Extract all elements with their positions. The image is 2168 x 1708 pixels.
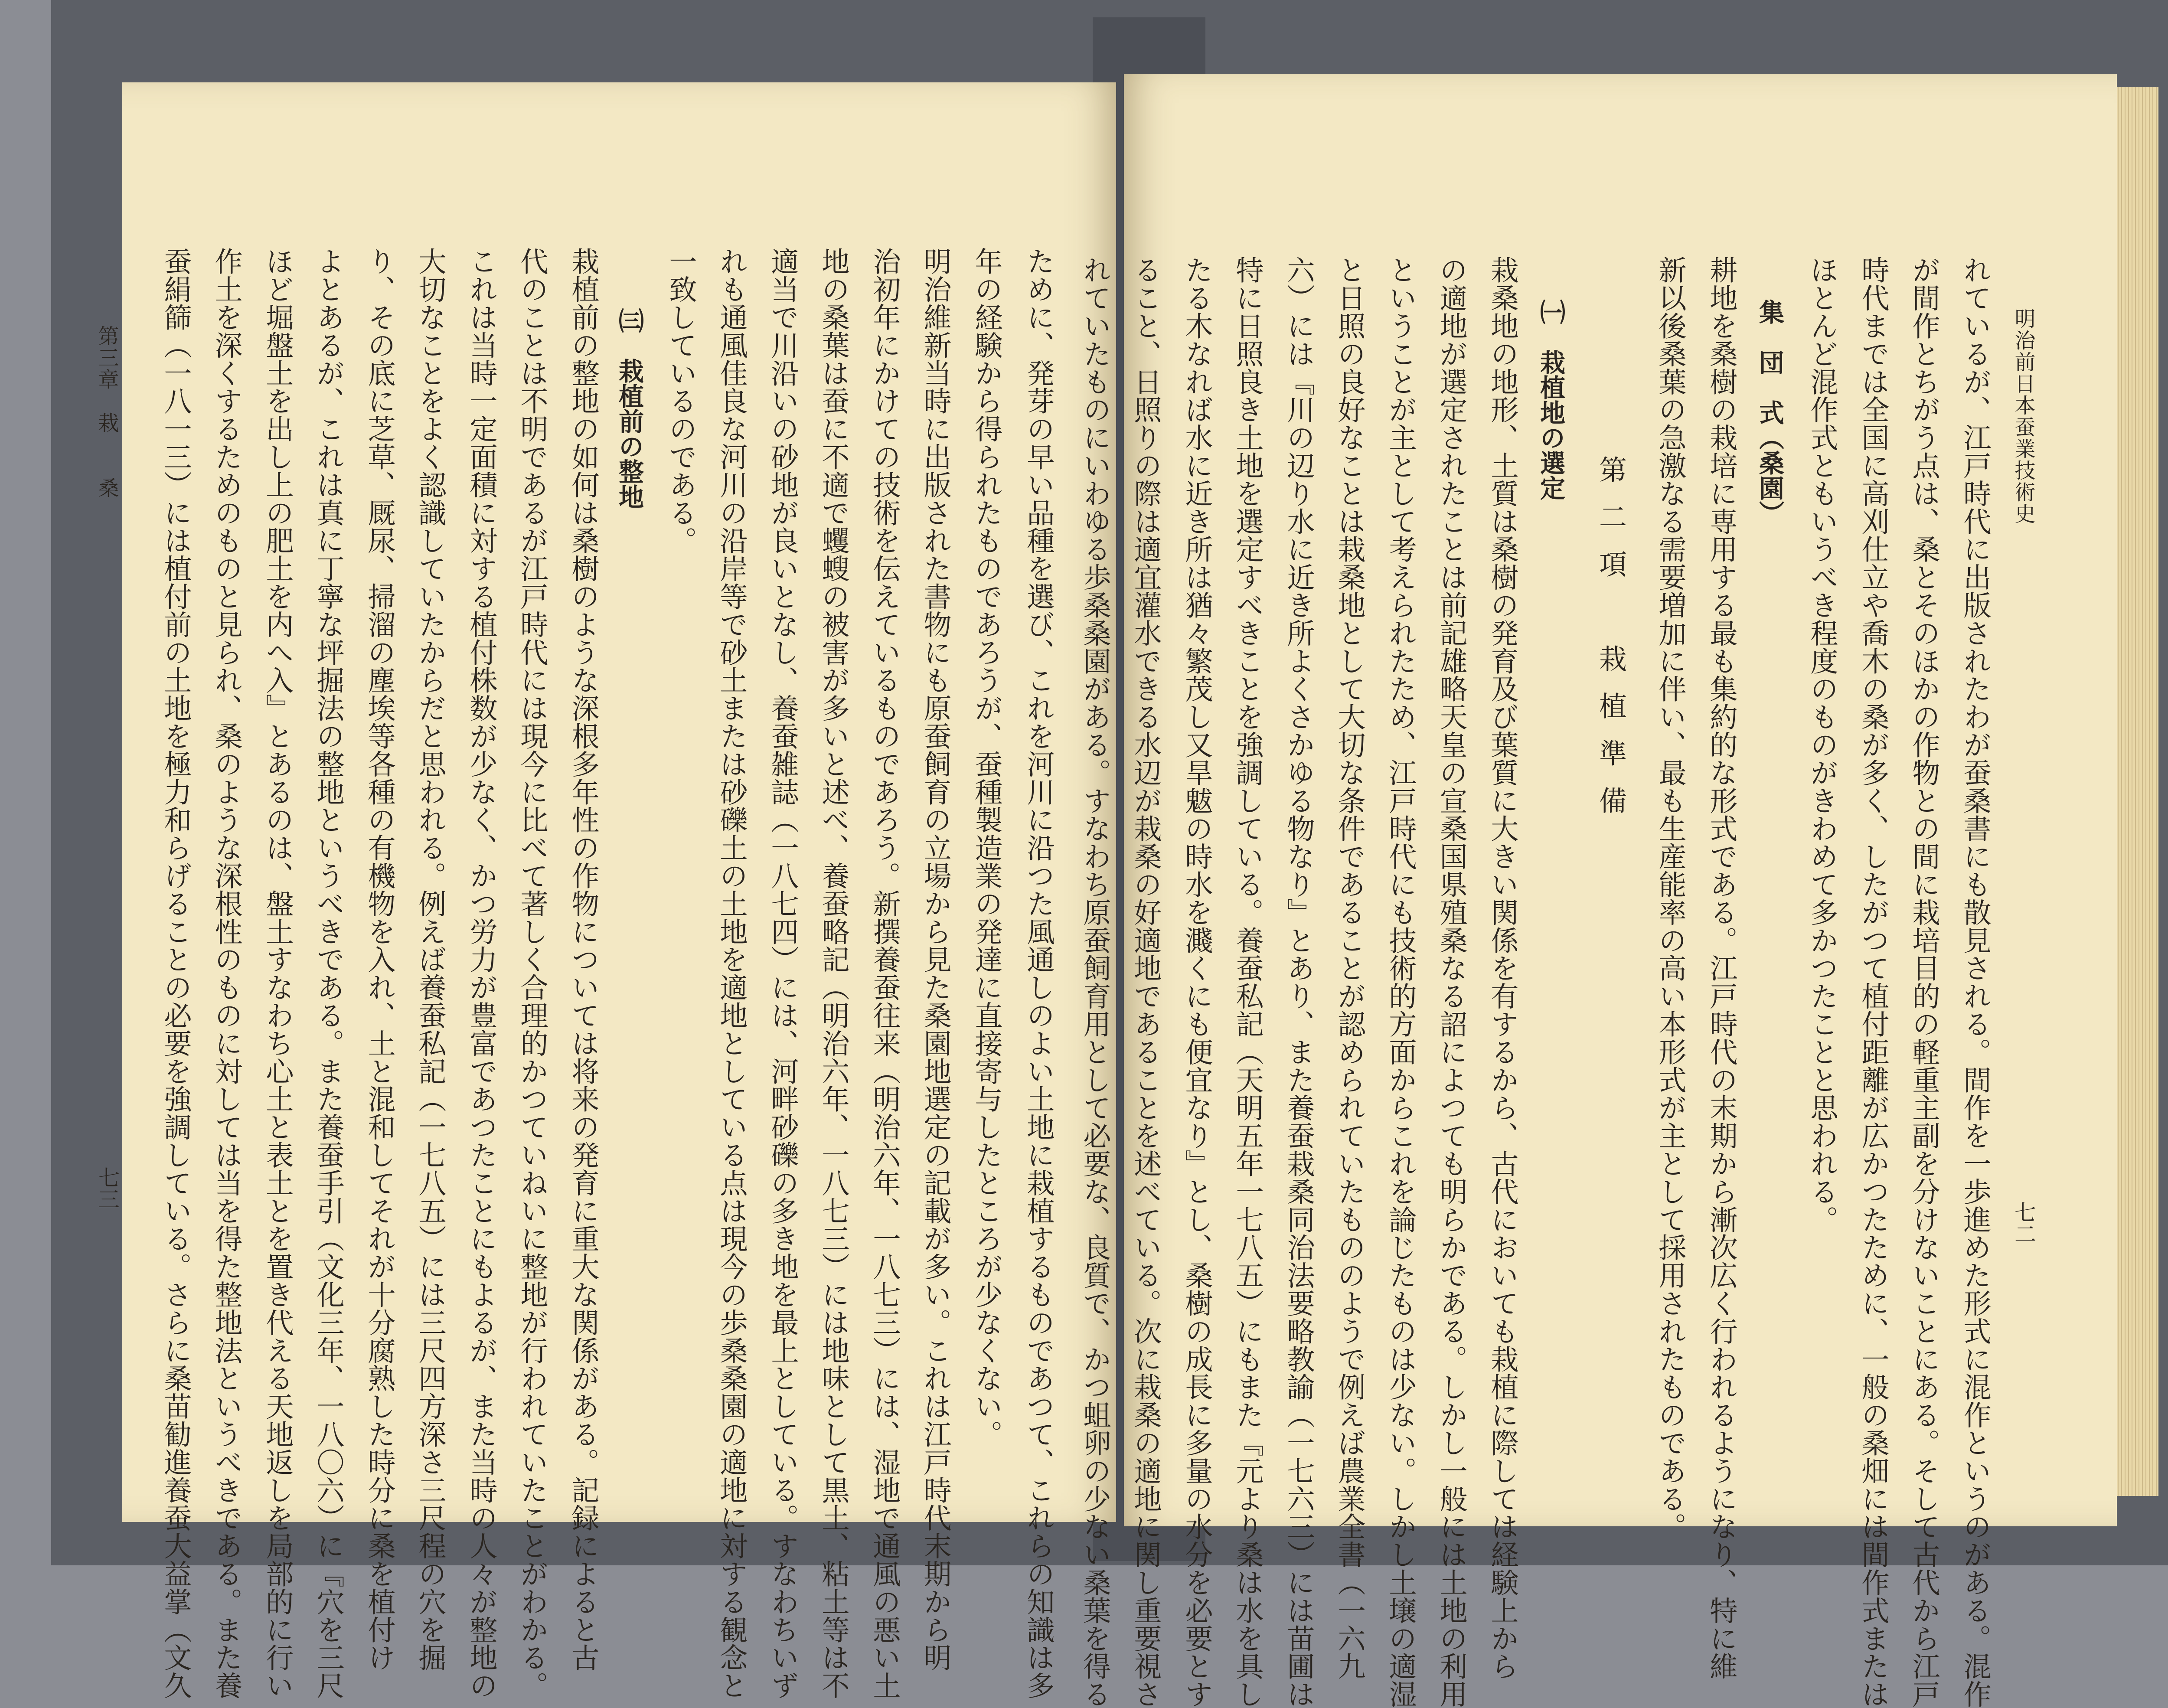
text-column: れも通風佳良な河川の沿岸等で砂土または砂礫土の土地を適地としている点は現今の歩桑桑園の適地に対する観念と (715, 247, 748, 1699)
text-column: 治初年にかけての技術を伝えているものであろう。新撰養蚕往来（明治六年、一八七三）には、湿地で通風の悪い土 (868, 247, 901, 1699)
text-column: ほとんど混作式ともいうべき程度のものがきわめて多かつたことと思われる。 (1806, 256, 1838, 1233)
text-column: 耕地を桑樹の栽培に専用する最も集約的な形式である。江戸時代の末期から漸次広く行われるようになり、特に維 (1705, 256, 1738, 1680)
text-column: 大切なことをよく認識していたからだと思われる。例えば養蚕私記（一七八五）には三尺四方深さ三尺程の穴を掘 (414, 247, 447, 1672)
running-head: 明治前日本蚕業技術史 (2011, 308, 2035, 525)
page-edges (2115, 87, 2158, 1496)
text-column: 時代までは全国に高刈仕立や喬木の桑が多く、したがつて植付距離が広かつたために、一般の桑畑には間作式または (1857, 256, 1890, 1708)
text-column: 栽桑地の地形、土質は桑樹の発育及び葉質に大きい関係を有するから、古代においても栽植に際しては経験上から (1486, 256, 1519, 1680)
right-page (1078, 74, 2117, 1708)
text-column: 一致しているのである。 (664, 247, 697, 555)
text-column: 作土を深くするためのものと見られ、桑のような深根性のものに対しては当を得た整地法というべきである。また養 (210, 247, 243, 1699)
text-column: 特に日照良き土地を選定すべきことを強調している。養蚕私記（天明五年一七八五）にもまた『元より桑は水を具し (1231, 256, 1264, 1708)
text-column: これは当時一定面積に対する植付株数が少なく、かつ労力が豊富であつたことにもよるが、また当時の人々が整地の (465, 247, 498, 1699)
text-column: れていたものにいわゆる歩桑桑園がある。すなわち原蚕飼育用として必要な、良質で、かつ蛆卵の少ない桑葉を得る (1078, 256, 1111, 1708)
subsection-heading: ㈢ 栽植前の整地 (614, 308, 644, 509)
text-column: 六）には『川の辺り水に近き所よくさかゆる物なり』とあり、また養蚕栽桑同治法要略教諭（一七六三）には苗圃は (1282, 256, 1315, 1708)
text-column: が間作とちがう点は、桑とそのほかの作物との間に栽培目的の軽重主副を分けないことにある。そして古代から江戸 (1907, 256, 1940, 1708)
left-page (95, 82, 1116, 1699)
text-column: 地の桑葉は蚕に不適で蠼螋の被害が多いと述べ、養蚕略記（明治六年、一八七三）には地味として黒土、粘土等は不 (817, 247, 850, 1699)
text-column: 年の経験から得られたものであろうが、蚕種製造業の発達に直接寄与したところが少なくない。 (970, 247, 1003, 1448)
text-column: ということが主として考えられたため、江戸時代にも技術的方面からこれを論じたものは少ない。しかし土壌の適湿 (1384, 256, 1417, 1708)
text-column: 適当で川沿いの砂地が良いとなし、養蚕雑誌（一八七四）には、河畔砂礫の多き地を最上としている。すなわちいず (766, 247, 799, 1699)
running-footer: 第三章 栽 桑 (95, 325, 119, 499)
text-column: ること、日照りの際は適宜灌水できる水辺が栽桑の好適地であることを述べている。次に栽桑の適地に関し重要視さ (1129, 256, 1162, 1708)
text-column: たる木なれば水に近き所は猶々繁茂し又旱魃の時水を濺くにも便宜なり』とし、桑樹の成長に多量の水分を必要とす (1180, 256, 1213, 1708)
text-column: 栽植前の整地の如何は桑樹のような深根多年性の作物については将来の発育に重大な関係がある。記録によると古 (567, 247, 600, 1672)
section-heading: 第二項 栽植準備 (1594, 455, 1626, 833)
subsection-heading: ㈠ 栽植地の選定 (1536, 299, 1565, 500)
subsection-heading: 集 団 式（桑園） (1755, 299, 1784, 526)
page-number: 七二 (2011, 1201, 2036, 1244)
page-number: 七三 (95, 1166, 120, 1210)
text-column: よとあるが、これは真に丁寧な坪掘法の整地というべきである。また養蚕手引（文化三年、一八〇六）に『穴を三尺 (312, 247, 345, 1699)
text-column: ために、発芽の早い品種を選び、これを河川に沿つた風通しのよい土地に栽植するものであつて、これらの知識は多 (1022, 247, 1055, 1699)
text-column: の適地が選定されたことは前記雄略天皇の宣桑国県殖桑なる詔によつても明らかである。しかし一般には土地の利用 (1435, 256, 1468, 1708)
text-column: 明治維新当時に出版された書物にも原蚕飼育の立場から見た桑園地選定の記載が多い。これは江戸時代末期から明 (919, 247, 952, 1672)
text-column: れているが、江戸時代に出版されたわが蚕桑書にも散見される。間作を一歩進めた形式に混作というのがある。混作 (1959, 256, 1992, 1708)
text-column: り、その底に芝草、厩尿、掃溜の塵埃等各種の有機物を入れ、土と混和してそれが十分腐熟した時分に桑を植付け (363, 247, 396, 1672)
text-column: 蚕絹篩（一八一三）には植付前の土地を極力和らげることの必要を強調している。さらに桑苗勧進養蚕大益掌（文久 (159, 247, 192, 1699)
text-column: と日照の良好なことは栽桑地として大切な条件であることが認められていたもののようで例えば農業全書（一六九 (1333, 256, 1366, 1680)
text-column: 代のことは不明であるが江戸時代には現今に比べて著しく合理的かつていねいに整地が行われていたことがわかる。 (516, 247, 549, 1699)
text-column: ほど堀盤土を出し上の肥土を内へ入』とあるのは、盤土すなわち心土と表土とを置き代える天地返しを局部的に行い (261, 247, 294, 1699)
text-column: 新以後桑葉の急激なる需要増加に伴い、最も生産能率の高い本形式が主として採用されたものである。 (1654, 256, 1687, 1541)
